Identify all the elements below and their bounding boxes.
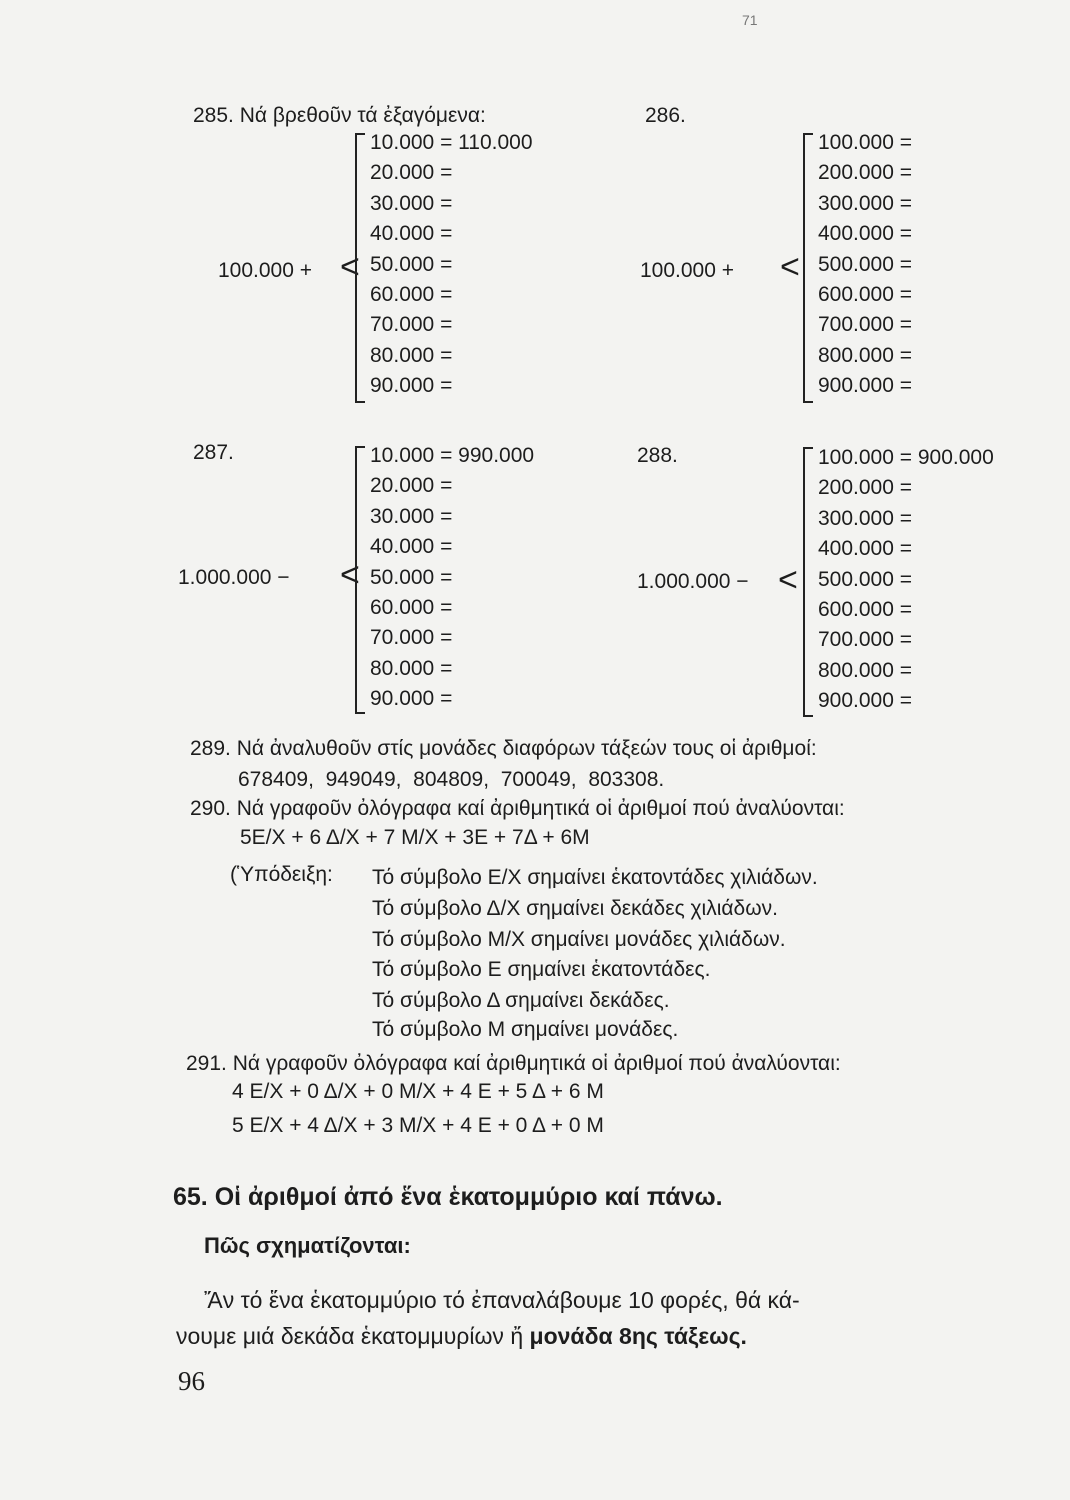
ex285-row: 40.000 = [370,222,453,246]
ex287-angle: < [340,556,360,594]
ex288-prefix: 1.000.000 − [637,570,749,593]
ex287-row: 50.000 = [370,565,453,589]
ex285-rows [370,128,533,402]
ex287-label: 287. [193,441,234,464]
ex287-row: 80.000 = [370,656,453,680]
ex288-row: 700.000 = [818,628,913,652]
ex288-row: 100.000 = 900.000 [818,446,994,469]
ex287-row: 20.000 = [370,474,453,498]
ex285-label: 285. Νά βρεθοῦν τά ἐξαγόμενα: [193,104,486,127]
ex288-row: 300.000 = [818,506,913,530]
ex288-row: 200.000 = [818,476,913,500]
ex286-row: 700.000 = [818,313,913,337]
ex291-expression-1: 4 Ε/Χ + 0 Δ/Χ + 0 Μ/Χ + 4 Ε + 5 Δ + 6 Μ [232,1080,604,1103]
ex288-row: 800.000 = [818,658,913,682]
ex286-row: 400.000 = [818,222,913,246]
section-paragraph-line-2 [176,1322,747,1350]
ex285-bracket [355,133,365,403]
ex287-rows [370,441,534,715]
ex288-label: 288. [637,444,678,467]
ex289-numbers: 678409, 949049, 804809, 700049, 803308. [238,768,665,791]
ex288-row: 900.000 = [818,689,913,713]
ex285-row: 10.000 = 110.000 [370,131,533,154]
ex287-row: 40.000 = [370,535,453,559]
ex287-row: 30.000 = [370,504,453,528]
ex285-row: 80.000 = [370,343,453,367]
ex286-row: 900.000 = [818,374,913,398]
ex286-row: 500.000 = [818,252,913,276]
ex285-row: 70.000 = [370,313,453,337]
ex286-prefix: 100.000 + [640,259,735,282]
ex289-label: 289. Νά ἀναλυθοῦν στίς μονάδες διαφόρων τάξεών τους οἱ ἀριθμοί: [190,737,817,760]
page-number: 96 [178,1366,205,1396]
ex286-row: 200.000 = [818,161,913,185]
ex290-hint-line: Τό σύμβολο Ε σημαίνει ἑκατοντάδες. [372,958,711,981]
ex286-angle: < [780,248,800,286]
ex288-row: 400.000 = [818,537,913,561]
ex285-row: 50.000 = [370,252,453,276]
ex286-bracket [803,133,813,403]
top-mark: 71 [742,12,758,28]
section-subheading: Πῶς σχηματίζονται: [204,1233,411,1258]
section-heading: 65. Οἱ ἀριθμοί ἀπό ἕνα ἑκατομμύριο καί πάνω. [173,1183,723,1211]
ex290-hint-line: Τό σύμβολο Ε/Χ σημαίνει ἑκατοντάδες χιλιάδων. [372,866,818,889]
ex287-row: 10.000 = 990.000 [370,444,535,467]
ex290-hint-line: Τό σύμβολο Μ σημαίνει μονάδες. [372,1018,679,1041]
ex285-row: 90.000 = [370,374,453,398]
ex290-hint-line: Τό σύμβολο Μ/Χ σημαίνει μονάδες χιλιάδων. [372,928,786,951]
ex285-angle: < [340,248,360,286]
ex285-prefix: 100.000 + [218,259,313,282]
ex288-row: 600.000 = [818,597,913,621]
ex286-row: 300.000 = [818,191,913,215]
ex286-row: 600.000 = [818,282,913,306]
ex288-bracket [803,447,813,717]
ex285-row: 20.000 = [370,161,453,185]
ex291-label: 291. Νά γραφοῦν ὀλόγραφα καί ἀριθμητικά οἱ ἀριθμοί πού ἀναλύονται: [186,1052,841,1075]
ex290-hint-label: (Ὑπόδειξη: [230,863,333,886]
section-paragraph-line-1: Ἄν τό ἕνα ἑκατομμύριο τό ἐπαναλάβουμε 10 φορές, θά κά- [204,1287,800,1313]
ex287-row: 70.000 = [370,626,453,650]
ex288-angle: < [778,561,798,599]
ex286-label: 286. [645,104,686,127]
ex290-hint-line: Τό σύμβολο Δ/Χ σημαίνει δεκάδες χιλιάδων. [372,897,778,920]
ex285-row: 60.000 = [370,282,453,306]
ex285-row: 30.000 = [370,191,453,215]
ex291-expression-2: 5 Ε/Χ + 4 Δ/Χ + 3 Μ/Χ + 4 Ε + 0 Δ + 0 Μ [232,1114,604,1137]
ex288-rows [818,443,994,717]
section-paragraph-text: νουμε μιά δεκάδα ἑκατομμυρίων ἤ [176,1323,530,1349]
section-bold-term: μονάδα 8ης τάξεως. [529,1323,747,1349]
ex286-row: 800.000 = [818,343,913,367]
ex290-hint-line: Τό σύμβολο Δ σημαίνει δεκάδες. [372,989,670,1012]
ex288-row: 500.000 = [818,567,913,591]
ex286-rows [818,128,912,402]
ex286-row: 100.000 = [818,131,913,154]
ex290-expression: 5Ε/Χ + 6 Δ/Χ + 7 Μ/Χ + 3Ε + 7Δ + 6Μ [240,826,590,849]
ex287-bracket [355,446,365,714]
ex287-row: 60.000 = [370,595,453,619]
ex287-row: 90.000 = [370,687,453,711]
ex287-prefix: 1.000.000 − [178,566,290,589]
ex290-label: 290. Νά γραφοῦν ὀλόγραφα καί ἀριθμητικά οἱ ἀριθμοί πού ἀναλύονται: [190,797,845,820]
